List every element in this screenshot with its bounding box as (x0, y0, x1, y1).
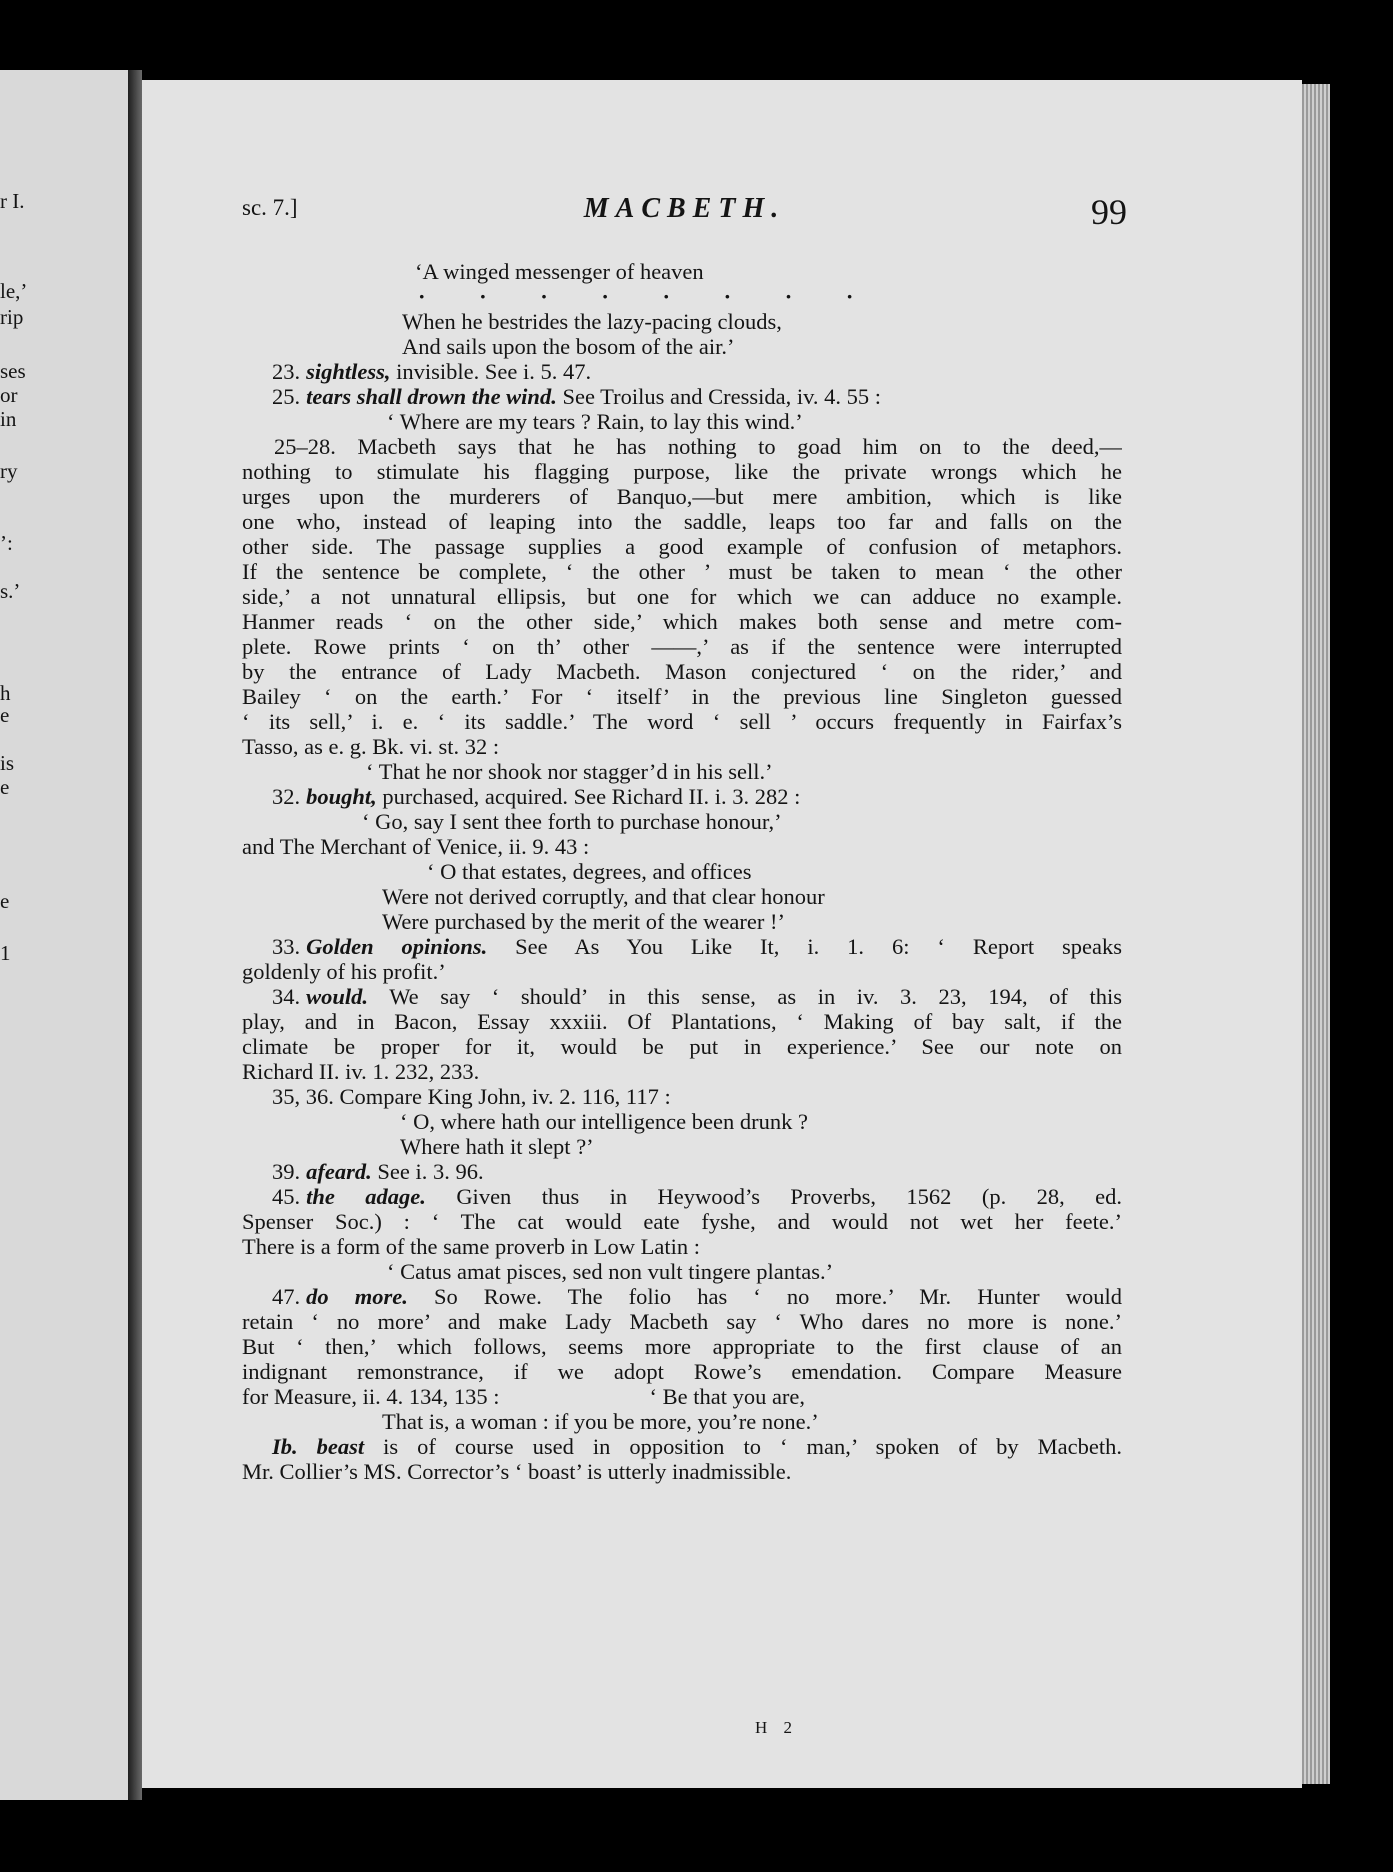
quote-line: ‘A winged messenger of heaven (415, 259, 704, 284)
note-25 (242, 384, 1122, 409)
note-33 (242, 934, 1122, 959)
page-title: MACBETH. (583, 193, 786, 224)
note-25-28-line: plete. Rowe prints ‘ on th’ other ——,’ as if the sentence were interrupted (242, 634, 1122, 659)
note-lemma: would. (306, 984, 369, 1009)
note-number: 34. (272, 984, 301, 1009)
signature-mark: H 2 (754, 1718, 799, 1737)
note-25-28-line: side,’ a not unnatural ellipsis, but one for which we can adduce no example. (242, 584, 1122, 609)
note-lemma: Golden opinions. (306, 934, 488, 959)
note-line (242, 1384, 1122, 1409)
note-text: See Troilus and Cressida, iv. 4. 55 : (562, 384, 882, 409)
note-line: play, and in Bacon, Essay xxxiii. Of Plantations, ‘ Making of bay salt, if the (242, 1009, 1122, 1034)
left-fragment: e (0, 703, 10, 727)
left-fragment: e (0, 775, 10, 799)
note-line: and The Merchant of Venice, ii. 9. 43 : (242, 834, 590, 859)
quote-line: ‘ That he nor shook nor stagger’d in his sell.’ (366, 759, 773, 784)
quote-line: When he bestrides the lazy-pacing clouds, (402, 309, 782, 334)
note-text: So Rowe. The folio has ‘ no more.’ Mr. Hunter would (433, 1284, 1122, 1309)
note-25-28-line: Bailey ‘ on the earth.’ For ‘ itself’ in the previous line Singleton guessed (242, 684, 1122, 709)
left-fragment: h (0, 681, 11, 705)
commentary-text (242, 259, 1122, 1484)
note-number: 32. (272, 784, 301, 809)
note-45 (242, 1184, 1122, 1209)
note-lemma: Ib. beast (272, 1434, 365, 1459)
note-text: See i. 3. 96. (377, 1159, 484, 1184)
note-text: for Measure, ii. 4. 134, 135 : (242, 1384, 500, 1409)
left-fragment: is (0, 751, 15, 775)
book-gutter (128, 70, 142, 1800)
note-line: goldenly of his profit.’ (242, 959, 446, 984)
quote-line: Were purchased by the merit of the wearer !’ (382, 909, 785, 934)
note-25-28-line: 25–28. Macbeth says that he has nothing to goad him on to the deed,— (274, 434, 1122, 459)
section-reference: sc. 7.] (242, 195, 298, 220)
note-text: is of course used in opposition to ‘ man,’ spoken of by Macbeth. (383, 1434, 1122, 1459)
note-25-28-line: Hanmer reads ‘ on the other side,’ which makes both sense and metre com- (242, 609, 1122, 634)
left-fragment: le,’ (0, 279, 28, 303)
note-39 (242, 1159, 1122, 1184)
note-text: purchased, acquired. See Richard II. i. 3. 282 : (382, 784, 801, 809)
note-line: There is a form of the same proverb in Low Latin : (242, 1234, 700, 1259)
left-fragment: or (0, 383, 18, 407)
note-25-28-line: by the entrance of Lady Macbeth. Mason conjectured ‘ on the rider,’ and (242, 659, 1122, 684)
ellipsis-dots: · · · · · · · · (418, 284, 878, 309)
note-25-28-line: ‘ its sell,’ i. e. ‘ its saddle.’ The word ‘ sell ’ occurs frequently in Fairfax’s (242, 709, 1122, 734)
note-lemma: bought, (306, 784, 377, 809)
note-lemma: sightless, (306, 359, 391, 384)
note-25-28-line: nothing to stimulate his flagging purpose, like the private wrongs which he (242, 459, 1122, 484)
running-head (242, 193, 1127, 237)
quote-line: Where hath it slept ?’ (400, 1134, 594, 1159)
left-page-fragment (0, 70, 128, 1800)
quote-line: ‘ O that estates, degrees, and offices (427, 859, 752, 884)
quote-line: ‘ O, where hath our intelligence been drunk ? (400, 1109, 808, 1134)
note-23 (242, 359, 1122, 384)
note-number: 47. (272, 1284, 301, 1309)
note-number: 39. (272, 1159, 301, 1184)
quote-line: ‘ Where are my tears ? Rain, to lay this wind.’ (387, 409, 803, 434)
note-32 (242, 784, 1122, 809)
quote-line: ‘ Catus amat pisces, sed non vult tingere plantas.’ (387, 1259, 834, 1284)
note-25-28-line: Tasso, as e. g. Bk. vi. st. 32 : (242, 734, 500, 759)
left-fragment: e (0, 889, 10, 913)
note-number: 25. (272, 384, 301, 409)
note-line: indignant remonstrance, if we adopt Rowe’s emendation. Compare Measure (242, 1359, 1122, 1384)
note-line: Richard II. iv. 1. 232, 233. (242, 1059, 480, 1084)
note-lemma: do more. (306, 1284, 408, 1309)
note-text: invisible. See i. 5. 47. (396, 359, 592, 384)
note-text: We say ‘ should’ in this sense, as in iv. 3. 23, 194, of this (389, 984, 1122, 1009)
note-lemma: the adage. (306, 1184, 426, 1209)
note-number: 45. (272, 1184, 301, 1209)
note-25-28-line: one who, instead of leaping into the saddle, leaps too far and falls on the (242, 509, 1122, 534)
left-fragment: ses (0, 359, 26, 383)
left-fragment: rip (0, 305, 24, 329)
note-text: See As You Like It, i. 1. 6: ‘ Report speaks (515, 934, 1122, 959)
left-fragment: ’: (0, 531, 13, 555)
left-fragment: s.’ (0, 579, 21, 603)
note-ib (242, 1434, 1122, 1459)
note-line: Spenser Soc.) : ‘ The cat would eate fyshe, and would not wet her feete.’ (242, 1209, 1122, 1234)
quote-line: That is, a woman : if you be more, you’re none.’ (382, 1409, 819, 1434)
quote-line: And sails upon the bosom of the air.’ (402, 334, 735, 359)
note-34 (242, 984, 1122, 1009)
note-35-36: 35, 36. Compare King John, iv. 2. 116, 117 : (272, 1084, 671, 1109)
note-25-28-line: urges upon the murderers of Banquo,—but mere ambition, which is like (242, 484, 1122, 509)
note-25-28-line: If the sentence be complete, ‘ the other ’ must be taken to mean ‘ the other (242, 559, 1122, 584)
quote-text: ‘ Be that you are, (649, 1384, 806, 1409)
left-fragment: in (0, 407, 17, 431)
quote-line: ‘ Go, say I sent thee forth to purchase honour,’ (362, 809, 782, 834)
note-47 (242, 1284, 1122, 1309)
note-lemma: afeard. (306, 1159, 372, 1184)
quote-line: Were not derived corruptly, and that clear honour (382, 884, 825, 909)
note-25-28-line: other side. The passage supplies a good example of confusion of metaphors. (242, 534, 1122, 559)
note-lemma: tears shall drown the wind. (306, 384, 557, 409)
page-edges (1302, 84, 1330, 1784)
page-number: 99 (1091, 192, 1127, 232)
left-fragment: 1 (0, 941, 11, 965)
note-line: climate be proper for it, would be put in experience.’ See our note on (242, 1034, 1122, 1059)
note-number: 33. (272, 934, 301, 959)
note-line: Mr. Collier’s MS. Corrector’s ‘ boast’ is utterly inadmissible. (242, 1459, 792, 1484)
note-number: 23. (272, 359, 301, 384)
note-text: Given thus in Heywood’s Proverbs, 1562 (p. 28, ed. (456, 1184, 1122, 1209)
left-fragment: r I. (0, 189, 25, 213)
left-fragment: ry (0, 459, 18, 483)
note-line: But ‘ then,’ which follows, seems more appropriate to the first clause of an (242, 1334, 1122, 1359)
note-line: retain ‘ no more’ and make Lady Macbeth say ‘ Who dares no more is none.’ (242, 1309, 1122, 1334)
